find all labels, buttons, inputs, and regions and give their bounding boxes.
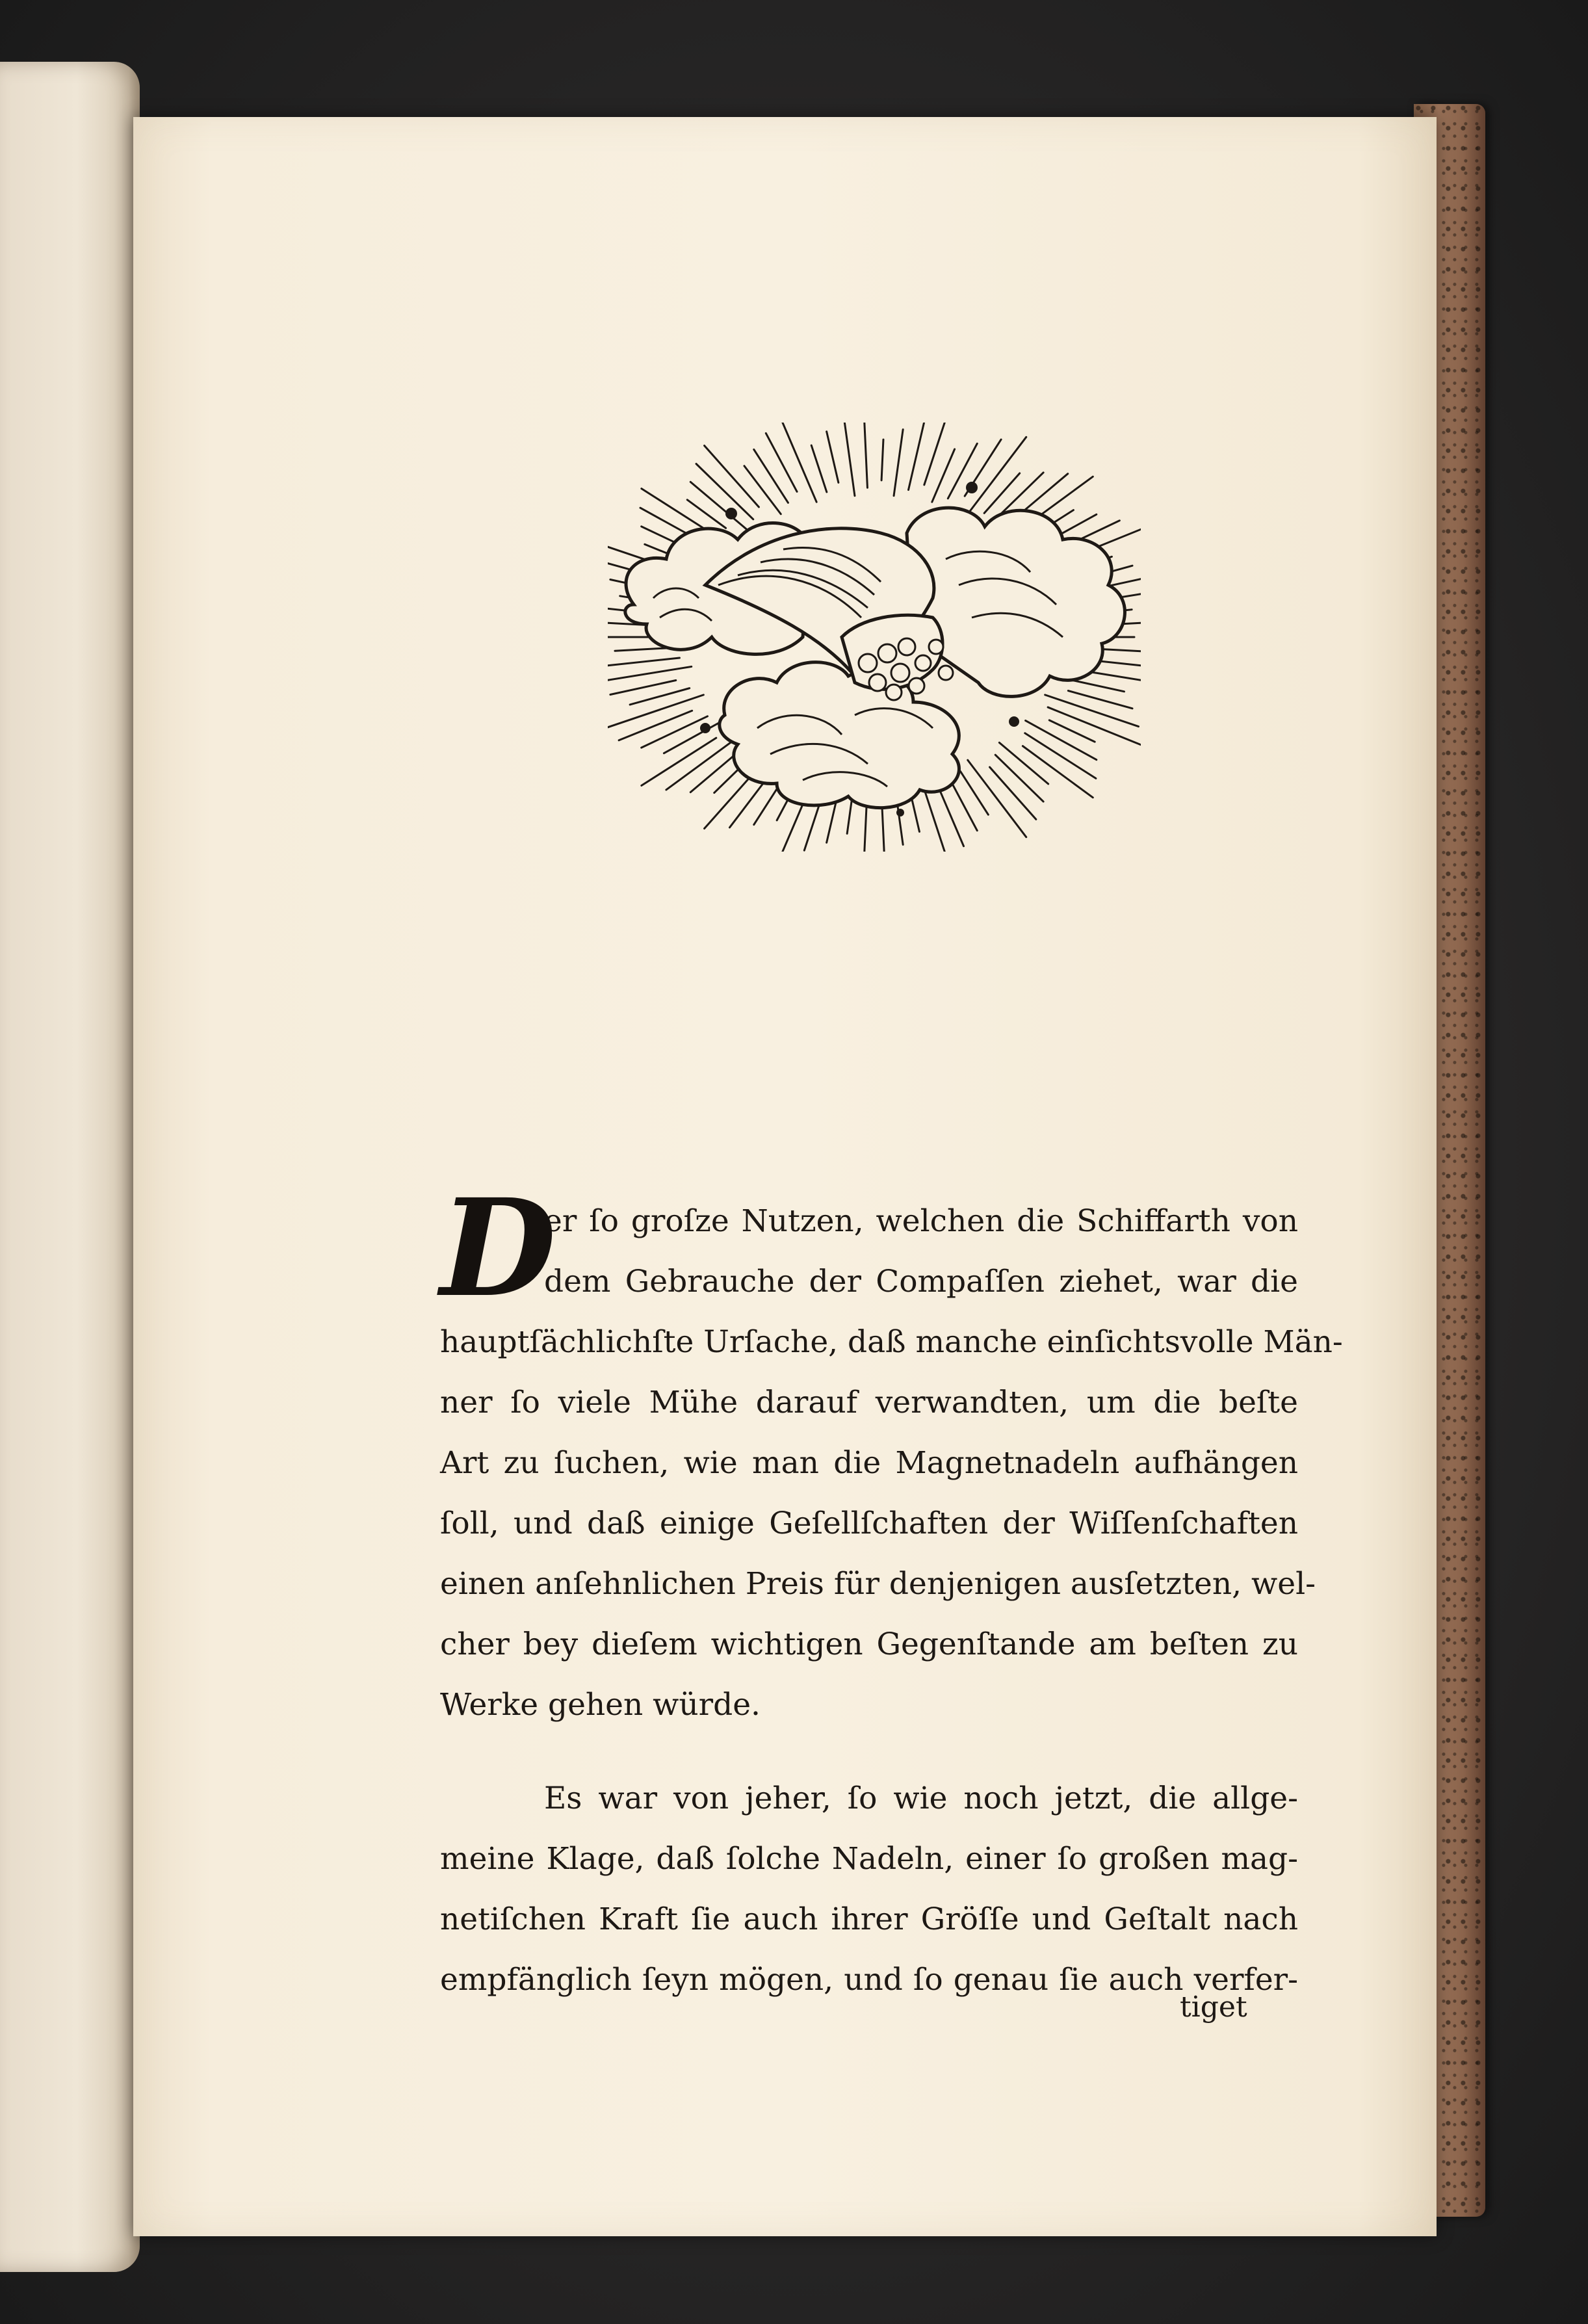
ornament-ray	[864, 423, 868, 488]
second-paragraph	[440, 1768, 1298, 2010]
ornament-ray	[610, 681, 676, 695]
text-line: netiſchen Kraft ſie auch ihrer Gröſſe und Geſtalt nach	[440, 1901, 1298, 1937]
ornament-ray	[754, 449, 788, 503]
ornament-ray	[995, 755, 1043, 802]
ornament-ray	[811, 445, 827, 492]
ornament-ray	[881, 439, 883, 480]
text-line: ſoll, und daß einige Geſellſchaften der Wiſſenſchaften	[440, 1506, 1298, 1541]
text-line: hauptſächlichſte Urſache, daß manche einſichtsvolle Män-	[440, 1324, 1343, 1360]
first-paragraph	[440, 1169, 1343, 1735]
drop-cap-initial: D	[440, 1169, 556, 1327]
ornament-ray	[999, 742, 1048, 784]
ornament-ray	[608, 666, 692, 683]
text-line: Werke gehen würde.	[440, 1687, 761, 1723]
ornament-ray	[984, 473, 1020, 513]
text-line: cher bey dieſem wichtigen Gegenſtande am beſten zu	[440, 1626, 1298, 1662]
ornament-ray	[744, 466, 781, 514]
text-line: empfänglich ſeyn mögen, und ſo genau ſie auch verfer-	[440, 1962, 1298, 1998]
book-page	[133, 117, 1437, 2236]
ornament-ray	[844, 423, 854, 496]
ornament-ray	[619, 711, 692, 740]
ornament-ray	[781, 423, 817, 502]
ornament-ray	[608, 658, 679, 669]
cornucopia-ornament-icon	[608, 423, 1141, 852]
text-line: Art zu ſuchen, wie man die Magnetnadeln aufhängen	[440, 1445, 1298, 1481]
text-line: dem Gebrauche der Compaſſen ziehet, war die	[544, 1264, 1298, 1299]
ornament-ray	[766, 433, 797, 491]
text-line: meine Klage, daß ſolche Nadeln, einer ſo großen mag-	[440, 1841, 1298, 1877]
ornament-ray	[664, 720, 723, 753]
ornament-ray	[615, 648, 668, 651]
left-page-edge	[0, 62, 140, 2272]
ornament-ray	[687, 500, 725, 529]
ornament-ray	[827, 432, 839, 483]
ornament-ray	[1001, 473, 1043, 514]
text-line: einen anſehnlichen Preis für denjenigen ausſetzten, wel-	[440, 1566, 1316, 1602]
ornament-ray	[894, 430, 903, 496]
ornament-ray	[990, 767, 1036, 819]
ornament-ray	[642, 716, 708, 748]
ornament-ray	[909, 423, 925, 490]
text-line: er ſo groſze Nutzen, welchen die Schiffarth von	[544, 1203, 1298, 1239]
ornament-ray	[1045, 695, 1139, 727]
text-line: ner ſo viele Mühe darauf verwandten, um die beſte	[440, 1385, 1298, 1420]
text-line: Es war von jeher, ſo wie noch jetzt, die allge-	[544, 1781, 1298, 1816]
catchword: tiget	[1180, 1991, 1247, 2024]
